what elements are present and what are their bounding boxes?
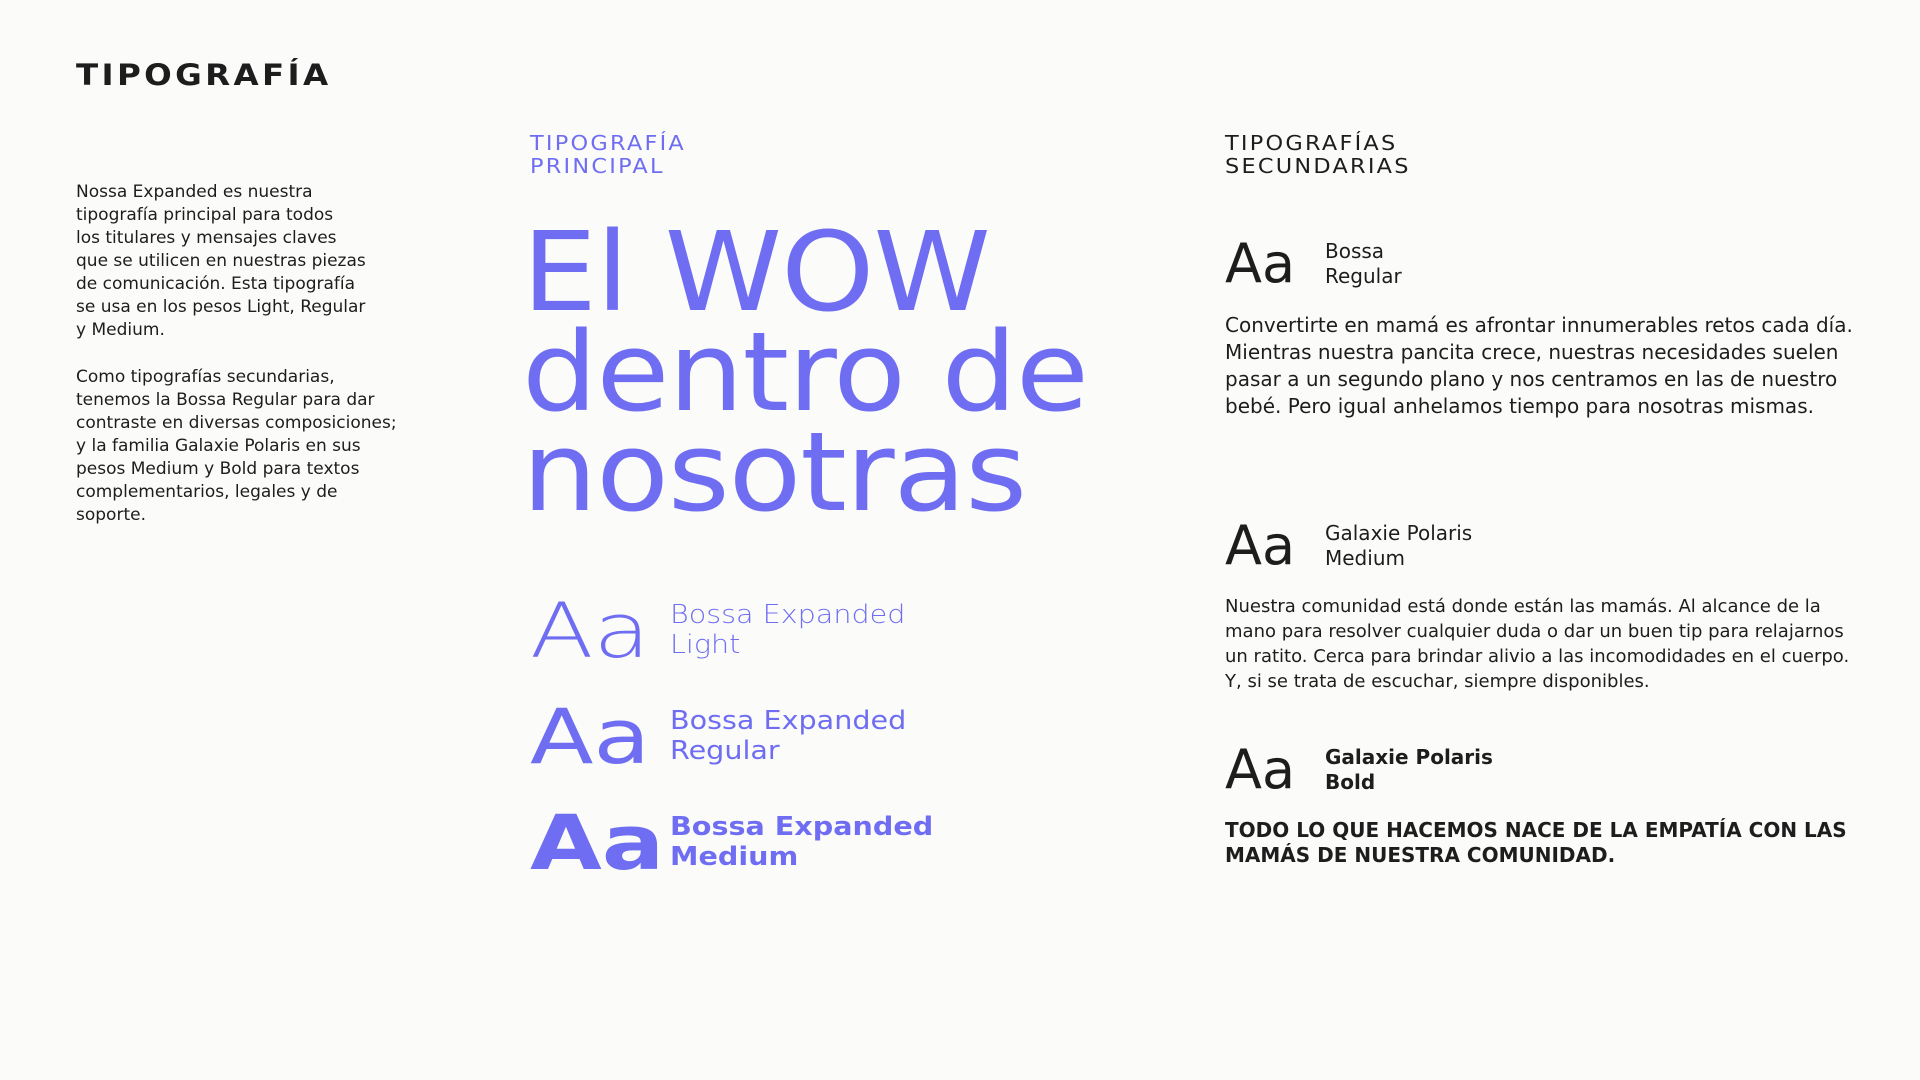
sample-bossa-regular [1225, 234, 1402, 294]
primary-typography-heading: TIPOGRAFÍA PRINCIPAL [530, 131, 686, 178]
sample-bossa-expanded-medium [530, 798, 934, 887]
font-label: Galaxie Polaris Bold [1325, 745, 1493, 794]
glyph-sample: Aa [530, 798, 665, 887]
font-label: Galaxie Polaris Medium [1325, 521, 1473, 570]
galaxie-bold-sample-text: TODO LO QUE HACEMOS NACE DE LA EMPATÍA CON LAS MAMÁS DE NUESTRA COMUNIDAD. [1225, 818, 1847, 867]
sample-galaxie-polaris-bold [1225, 740, 1493, 800]
font-label: Bossa Expanded Light [670, 600, 906, 660]
intro-paragraph-2: Como tipografías secundarias, tenemos la Bossa Regular para dar contraste en diversas composiciones; y la familia Galaxie Polaris en sus pesos Medium y Bold para textos complementarios, legales y de soporte. [76, 367, 397, 525]
font-label: Bossa Expanded Regular [670, 706, 907, 766]
glyph-sample: Aa [530, 692, 651, 781]
bossa-regular-sample-text: Convertirte en mamá es afrontar innumerables retos cada día. Mientras nuestra pancita crece, nuestras necesidades suelen pasar a un segundo plano y nos centramos en las de nuestro bebé. Pero igual anhelamos tiempo para nosotras mismas. [1225, 313, 1853, 418]
glyph-sample: Aa [1225, 738, 1296, 801]
sample-bossa-expanded-light [530, 586, 906, 675]
glyph-sample: Aa [530, 586, 651, 675]
page-title: TIPOGRAFÍA [76, 58, 332, 92]
sample-galaxie-polaris-medium [1225, 516, 1472, 576]
sample-bossa-expanded-regular [530, 692, 907, 781]
intro-paragraph-1: Nossa Expanded es nuestra tipografía principal para todos los titulares y mensajes claves que se utilicen en nuestras piezas de comunicación. Esta tipografía se usa en los pesos Light, Regular y Medium. [76, 182, 366, 340]
glyph-sample: Aa [1225, 232, 1296, 295]
font-label: Bossa Regular [1325, 239, 1402, 288]
font-label: Bossa Expanded Medium [670, 812, 934, 872]
secondary-typography-heading: TIPOGRAFÍAS SECUNDARIAS [1225, 131, 1411, 178]
galaxie-medium-sample-text: Nuestra comunidad está donde están las mamás. Al alcance de la mano para resolver cualquier duda o dar un buen tip para relajarnos un ratito. Cerca para brindar alivio a las incomodidades en el cuerpo. Y, si se trata de escuchar, siempre disponibles. [1225, 596, 1850, 692]
hero-headline: El WOW dentro de nosotras [522, 208, 1088, 536]
glyph-sample: Aa [1225, 514, 1296, 577]
